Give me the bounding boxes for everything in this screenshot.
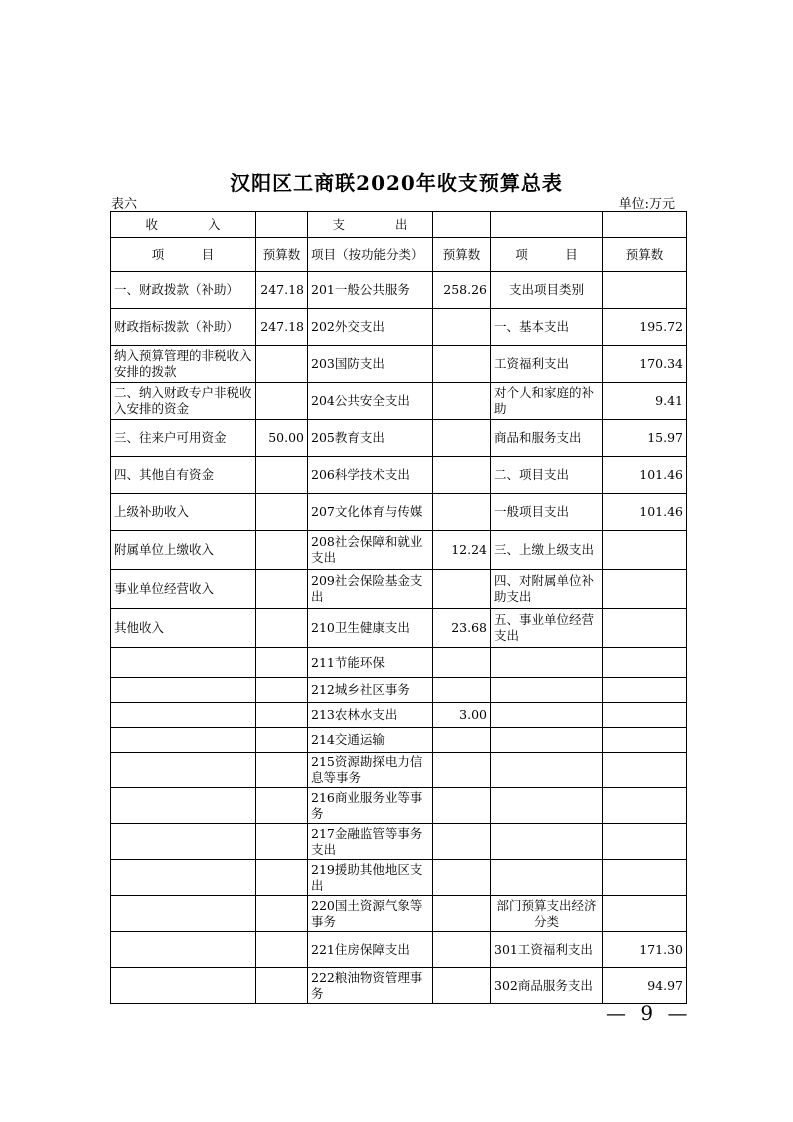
empty-cell xyxy=(491,212,603,238)
income-item-cell: 四、其他自有资金 xyxy=(111,457,256,494)
expense-amount-cell xyxy=(603,531,687,570)
income-item-cell xyxy=(111,968,256,1004)
table-row xyxy=(111,968,687,1004)
function-item-cell: 215资源勘探电力信息等事务 xyxy=(308,753,433,788)
expense-amount-cell xyxy=(603,703,687,728)
table-row xyxy=(111,728,687,753)
budget-table xyxy=(110,211,687,1004)
income-item-cell: 附属单位上缴收入 xyxy=(111,531,256,570)
expense-item-cell xyxy=(491,728,603,753)
table-row xyxy=(111,457,687,494)
income-item-cell: 二、纳入财政专户非税收入安排的资金 xyxy=(111,383,256,420)
table-row xyxy=(111,570,687,609)
function-amount-cell xyxy=(433,824,491,860)
expense-item-cell: 302商品服务支出 xyxy=(491,968,603,1004)
function-amount-cell xyxy=(433,309,491,346)
function-item-cell: 214交通运输 xyxy=(308,728,433,753)
function-item-cell: 216商业服务业等事务 xyxy=(308,788,433,824)
function-amount-cell xyxy=(433,420,491,457)
function-item-cell: 219援助其他地区支出 xyxy=(308,860,433,896)
expense-amount-cell xyxy=(603,824,687,860)
income-amount-cell xyxy=(256,648,308,678)
function-amount-cell: 23.68 xyxy=(433,609,491,648)
page-title: 汉阳区工商联2020年收支预算总表 xyxy=(230,171,563,195)
income-item-cell xyxy=(111,896,256,932)
function-amount-cell: 258.26 xyxy=(433,272,491,309)
income-item-cell xyxy=(111,753,256,788)
income-amount-cell: 247.18 xyxy=(256,309,308,346)
income-amount-cell xyxy=(256,968,308,1004)
expense-amount-cell: 94.97 xyxy=(603,968,687,1004)
table-row xyxy=(111,648,687,678)
function-amount-cell xyxy=(433,728,491,753)
function-amount-cell xyxy=(433,860,491,896)
table-number: 表六 xyxy=(111,197,138,212)
expense-item-header: 项 目 xyxy=(491,238,603,272)
function-item-cell: 204公共安全支出 xyxy=(308,383,433,420)
income-amount-cell xyxy=(256,703,308,728)
income-amount-cell xyxy=(256,346,308,383)
expense-amount-cell: 101.46 xyxy=(603,494,687,531)
table-row xyxy=(111,346,687,383)
function-item-cell: 222粮油物资管理事务 xyxy=(308,968,433,1004)
table-row xyxy=(111,896,687,932)
income-item-cell xyxy=(111,824,256,860)
function-item-cell: 206科学技术支出 xyxy=(308,457,433,494)
expense-item-cell xyxy=(491,648,603,678)
table-row xyxy=(111,753,687,788)
function-amount-cell xyxy=(433,753,491,788)
income-amount-cell xyxy=(256,678,308,703)
expense-amount-cell xyxy=(603,272,687,309)
function-amount-cell xyxy=(433,968,491,1004)
function-item-cell: 217金融监管等事务支出 xyxy=(308,824,433,860)
income-amount-cell xyxy=(256,383,308,420)
table-row xyxy=(111,531,687,570)
income-amount-cell xyxy=(256,860,308,896)
expense-item-cell xyxy=(491,788,603,824)
empty-cell xyxy=(603,212,687,238)
function-item-cell: 211节能环保 xyxy=(308,648,433,678)
expense-item-cell: 商品和服务支出 xyxy=(491,420,603,457)
income-item-cell: 一、财政拨款（补助） xyxy=(111,272,256,309)
expense-amount-cell: 170.34 xyxy=(603,346,687,383)
income-amount-cell xyxy=(256,753,308,788)
expense-amount-cell xyxy=(603,788,687,824)
header-row-1 xyxy=(111,212,687,238)
income-amount-cell: 247.18 xyxy=(256,272,308,309)
income-item-cell xyxy=(111,703,256,728)
empty-cell xyxy=(433,212,491,238)
function-amount-cell xyxy=(433,932,491,968)
income-amount-cell xyxy=(256,457,308,494)
function-item-cell: 220国土资源气象等事务 xyxy=(308,896,433,932)
table-row xyxy=(111,272,687,309)
function-amount-cell xyxy=(433,494,491,531)
table-row xyxy=(111,420,687,457)
income-amount-cell xyxy=(256,494,308,531)
function-amount-cell xyxy=(433,648,491,678)
table-row xyxy=(111,788,687,824)
function-amount-cell: 3.00 xyxy=(433,703,491,728)
function-item-cell: 221住房保障支出 xyxy=(308,932,433,968)
function-amount-cell: 12.24 xyxy=(433,531,491,570)
function-amount-cell xyxy=(433,383,491,420)
table-row xyxy=(111,678,687,703)
income-amount-header: 预算数 xyxy=(256,238,308,272)
table-row xyxy=(111,609,687,648)
expense-amount-cell: 9.41 xyxy=(603,383,687,420)
function-amount-cell xyxy=(433,457,491,494)
income-item-cell xyxy=(111,728,256,753)
income-amount-cell xyxy=(256,728,308,753)
income-amount-cell xyxy=(256,788,308,824)
function-item-cell: 213农林水支出 xyxy=(308,703,433,728)
unit-label: 单位:万元 xyxy=(618,197,675,212)
expense-item-cell xyxy=(491,678,603,703)
page-number: — 9 — xyxy=(606,1001,692,1025)
income-item-cell xyxy=(111,648,256,678)
table-row xyxy=(111,383,687,420)
table-row xyxy=(111,494,687,531)
expense-item-cell xyxy=(491,860,603,896)
income-amount-cell xyxy=(256,570,308,609)
header-row-2 xyxy=(111,238,687,272)
income-item-cell: 上级补助收入 xyxy=(111,494,256,531)
expense-amount-cell xyxy=(603,860,687,896)
income-item-cell: 财政指标拨款（补助） xyxy=(111,309,256,346)
function-amount-cell xyxy=(433,346,491,383)
expense-amount-cell: 101.46 xyxy=(603,457,687,494)
expense-amount-cell xyxy=(603,753,687,788)
expense-item-cell xyxy=(491,703,603,728)
expense-header: 支 出 xyxy=(308,212,433,238)
income-item-cell: 其他收入 xyxy=(111,609,256,648)
empty-cell xyxy=(256,212,308,238)
income-amount-cell xyxy=(256,896,308,932)
income-amount-cell xyxy=(256,824,308,860)
expense-item-cell: 301工资福利支出 xyxy=(491,932,603,968)
expense-amount-cell: 171.30 xyxy=(603,932,687,968)
function-amount-cell xyxy=(433,788,491,824)
expense-item-cell xyxy=(491,753,603,788)
expense-amount-cell xyxy=(603,648,687,678)
function-item-header: 项目（按功能分类） xyxy=(308,238,433,272)
income-item-cell xyxy=(111,932,256,968)
income-header: 收 入 xyxy=(111,212,256,238)
expense-item-cell: 一、基本支出 xyxy=(491,309,603,346)
expense-item-cell: 四、对附属单位补助支出 xyxy=(491,570,603,609)
table-row xyxy=(111,703,687,728)
expense-amount-cell xyxy=(603,570,687,609)
expense-item-cell: 支出项目类别 xyxy=(491,272,603,309)
table-row xyxy=(111,824,687,860)
function-item-cell: 209社会保险基金支出 xyxy=(308,570,433,609)
income-amount-cell xyxy=(256,932,308,968)
table-row xyxy=(111,309,687,346)
income-item-cell: 事业单位经营收入 xyxy=(111,570,256,609)
expense-item-cell: 部门预算支出经济分类 xyxy=(491,896,603,932)
income-item-cell xyxy=(111,860,256,896)
income-item-header: 项 目 xyxy=(111,238,256,272)
expense-item-cell: 对个人和家庭的补助 xyxy=(491,383,603,420)
function-amount-cell xyxy=(433,678,491,703)
income-amount-cell xyxy=(256,609,308,648)
expense-item-cell: 二、项目支出 xyxy=(491,457,603,494)
function-item-cell: 210卫生健康支出 xyxy=(308,609,433,648)
table-row xyxy=(111,860,687,896)
expense-item-cell xyxy=(491,824,603,860)
income-item-cell xyxy=(111,678,256,703)
expense-amount-cell xyxy=(603,609,687,648)
expense-item-cell: 三、上缴上级支出 xyxy=(491,531,603,570)
function-item-cell: 205教育支出 xyxy=(308,420,433,457)
expense-item-cell: 工资福利支出 xyxy=(491,346,603,383)
expense-amount-cell: 195.72 xyxy=(603,309,687,346)
income-item-cell: 三、往来户可用资金 xyxy=(111,420,256,457)
function-item-cell: 212城乡社区事务 xyxy=(308,678,433,703)
expense-amount-header: 预算数 xyxy=(603,238,687,272)
function-amount-cell xyxy=(433,570,491,609)
function-item-cell: 202外交支出 xyxy=(308,309,433,346)
function-amount-header: 预算数 xyxy=(433,238,491,272)
income-amount-cell xyxy=(256,531,308,570)
income-item-cell xyxy=(111,788,256,824)
expense-amount-cell: 15.97 xyxy=(603,420,687,457)
function-item-cell: 201一般公共服务 xyxy=(308,272,433,309)
income-item-cell: 纳入预算管理的非税收入安排的拨款 xyxy=(111,346,256,383)
function-item-cell: 208社会保障和就业支出 xyxy=(308,531,433,570)
income-amount-cell: 50.00 xyxy=(256,420,308,457)
expense-amount-cell xyxy=(603,678,687,703)
expense-amount-cell xyxy=(603,896,687,932)
function-item-cell: 203国防支出 xyxy=(308,346,433,383)
expense-item-cell: 一般项目支出 xyxy=(491,494,603,531)
table-row xyxy=(111,932,687,968)
function-amount-cell xyxy=(433,896,491,932)
function-item-cell: 207文化体育与传媒 xyxy=(308,494,433,531)
expense-item-cell: 五、事业单位经营支出 xyxy=(491,609,603,648)
expense-amount-cell xyxy=(603,728,687,753)
